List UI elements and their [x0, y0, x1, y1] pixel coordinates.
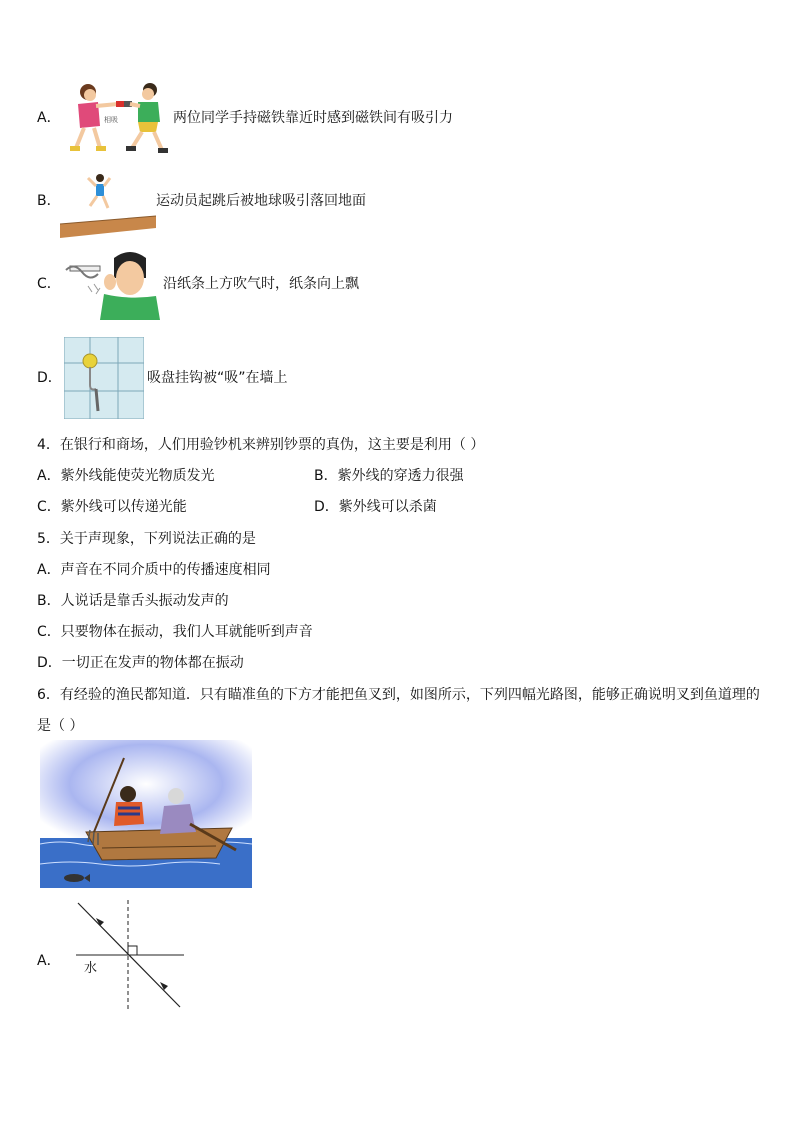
q5-option-a: A．声音在不同介质中的传播速度相同: [37, 562, 271, 578]
q5-stem: 5．关于声现象，下列说法正确的是: [37, 531, 256, 547]
q6-stem-line1: 6．有经验的渔民都知道．只有瞄准鱼的下方才能把鱼叉到，如图所示，下列四幅光路图，能够正确说明叉到鱼道理的: [37, 687, 760, 703]
q4-option-d: D．紫外线可以杀菌: [314, 499, 437, 515]
q4-option-b: B．紫外线的穿透力很强: [314, 468, 464, 484]
q4-option-a: A．紫外线能使荧光物质发光: [37, 468, 215, 484]
q6-option-a-label: A．: [37, 953, 61, 969]
water-label: 水: [84, 961, 98, 976]
light-path-diagram-a: [72, 896, 186, 1016]
q3-option-d-label: D．: [37, 370, 62, 386]
fisherman-boat-figure: [40, 740, 252, 888]
athlete-jump-figure: [60, 172, 156, 240]
q6-stem-line2: 是（ ）: [37, 718, 84, 734]
q5-option-b: B．人说话是靠舌头振动发声的: [37, 593, 229, 609]
blowing-paper-figure: [64, 248, 160, 320]
q4-option-c: C．紫外线可以传递光能: [37, 499, 187, 515]
q4-stem: 4．在银行和商场，人们用验钞机来辨别钞票的真伪，这主要是利用（ ）: [37, 437, 485, 453]
magnets-figure: [66, 82, 170, 156]
q5-option-d: D．一切正在发声的物体都在振动: [37, 655, 244, 671]
q3-option-c-label: C．: [37, 276, 61, 292]
q3-option-a-text: 两位同学手持磁铁靠近时感到磁铁间有吸引力: [173, 110, 453, 126]
q3-option-d-text: 吸盘挂钩被“吸”在墙上: [147, 370, 288, 386]
q3-option-c-text: 沿纸条上方吹气时，纸条向上飘: [163, 276, 359, 292]
q3-option-b-label: B．: [37, 193, 61, 209]
suction-hook-figure: [64, 337, 144, 419]
q3-option-a-label: A．: [37, 110, 61, 126]
q5-option-c: C．只要物体在振动，我们人耳就能听到声音: [37, 624, 313, 640]
q3-option-b-text: 运动员起跳后被地球吸引落回地面: [156, 193, 366, 209]
magnets-figure-caption: 相吸: [104, 116, 118, 124]
